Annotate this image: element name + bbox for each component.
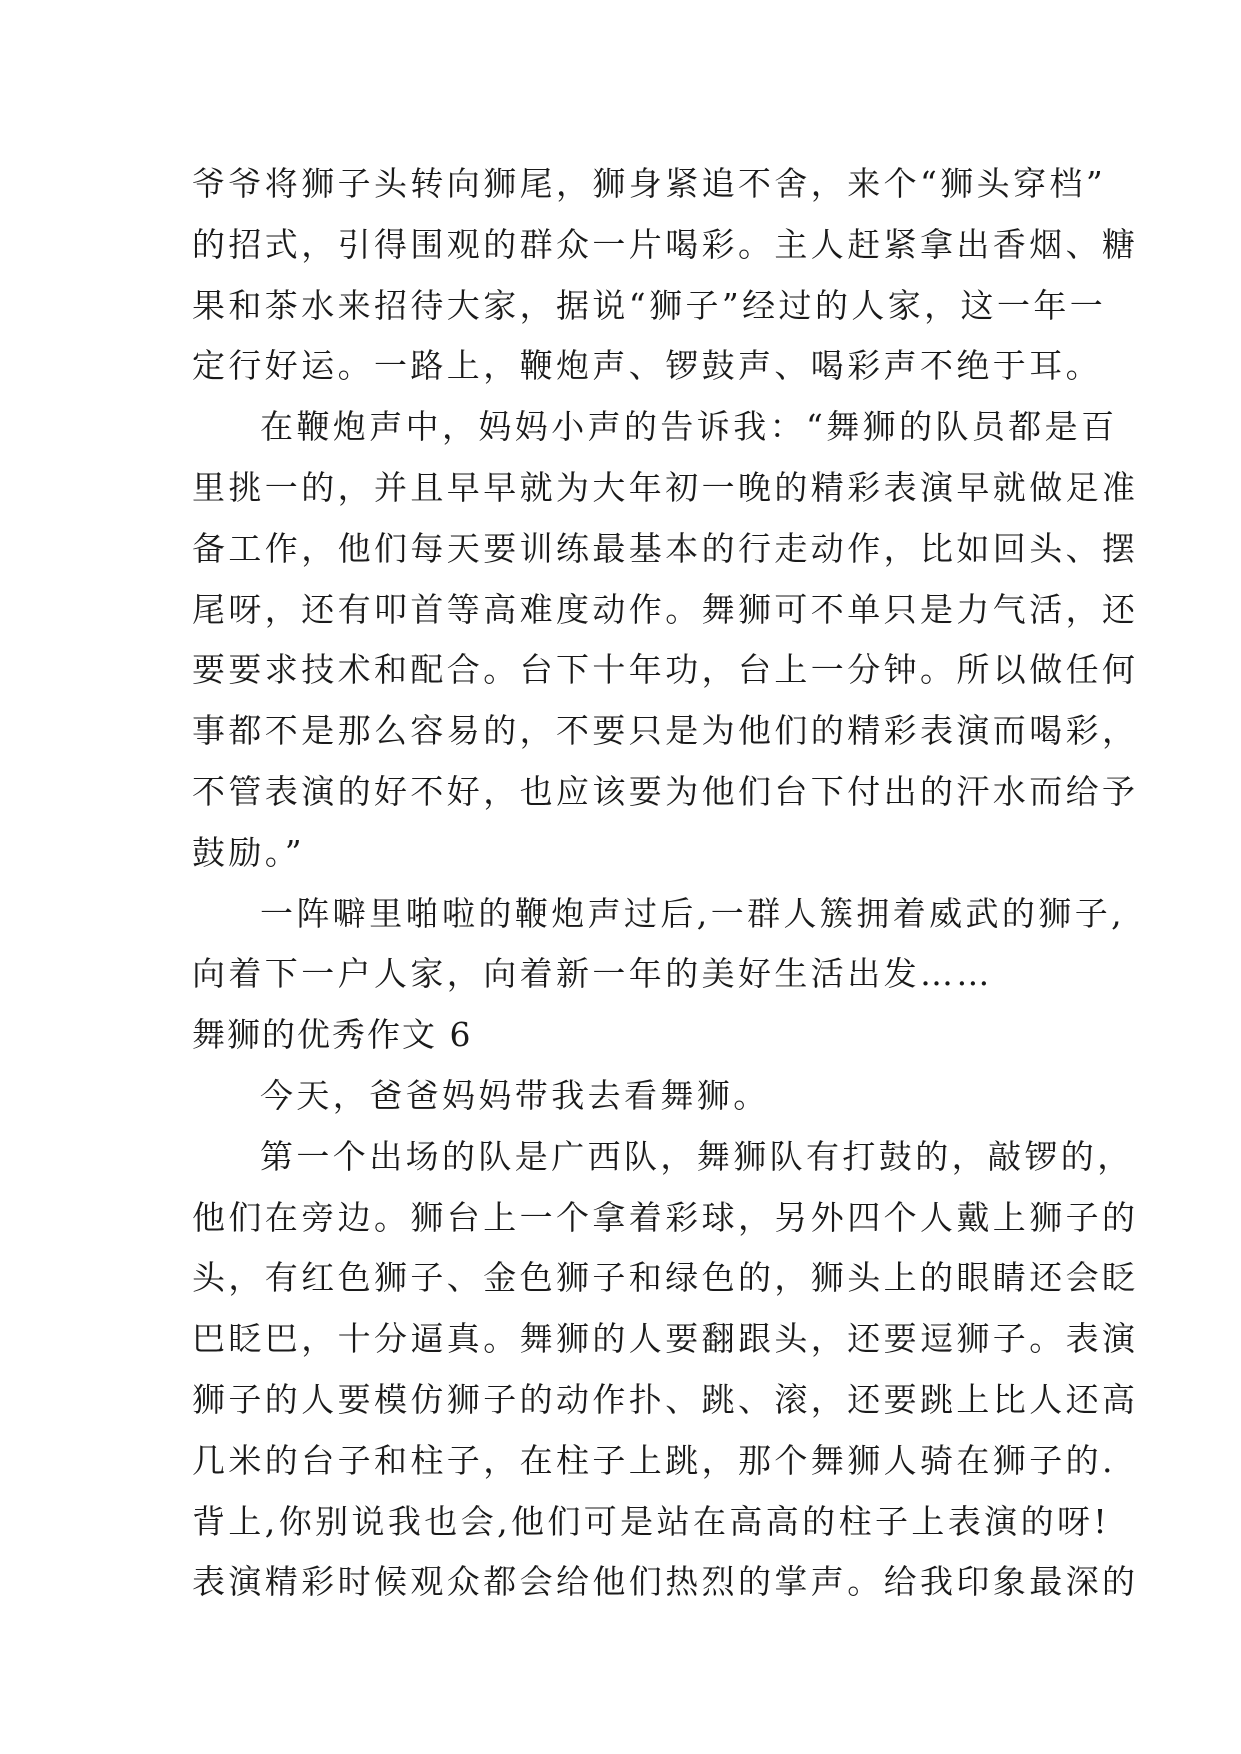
text-line: 一阵噼里啪啦的鞭炮声过后,一群人簇拥着威武的狮子,: [260, 893, 1125, 933]
text-line: 的招式，引得围观的群众一片喝彩。主人赶紧拿出香烟、糖: [192, 224, 1139, 264]
text-line: 背上,你别说我也会,他们可是站在高高的柱子上表演的呀!: [192, 1501, 1111, 1541]
paragraph-1: [192, 154, 1139, 397]
text-line: 事都不是那么容易的，不要只是为他们的精彩表演而喝彩，: [192, 711, 1139, 751]
text-line: 几米的台子和柱子，在柱子上跳，那个舞狮人骑在狮子的.: [192, 1440, 1116, 1480]
text-line: 狮子的人要模仿狮子的动作扑、跳、滚，还要跳上比人还高: [192, 1379, 1139, 1419]
text-line: 果和茶水来招待大家，据说“狮子”经过的人家，这一年一: [192, 285, 1107, 325]
document-body: [192, 154, 1139, 1613]
paragraph-3: [192, 884, 1125, 1006]
text-line: 要要求技术和配合。台下十年功，台上一分钟。所以做任何: [192, 650, 1139, 690]
text-line: 第一个出场的队是广西队，舞狮队有打鼓的，敲锣的，: [260, 1136, 1134, 1176]
text-line: 尾呀，还有叩首等高难度动作。舞狮可不单只是力气活，还: [192, 589, 1139, 629]
text-line: 他们在旁边。狮台上一个拿着彩球，另外四个人戴上狮子的: [192, 1197, 1139, 1237]
text-line: 爷爷将狮子头转向狮尾，狮身紧追不舍，来个“狮头穿档”: [192, 164, 1107, 203]
section-heading: 舞狮的优秀作文 6: [192, 1015, 473, 1055]
text-line: 表演精彩时候观众都会给他们热烈的掌声。给我印象最深的: [192, 1562, 1139, 1602]
paragraph-5: [192, 1127, 1139, 1613]
paragraph-2: [192, 397, 1139, 883]
text-line: 鼓励。”: [192, 832, 305, 872]
text-line: 备工作，他们每天要训练最基本的行走动作，比如回头、摆: [192, 528, 1139, 568]
text-line: 不管表演的好不好，也应该要为他们台下付出的汗水而给予: [192, 771, 1139, 811]
text-line: 头，有红色狮子、金色狮子和绿色的，狮头上的眼睛还会眨: [192, 1258, 1139, 1298]
paragraph-4: [192, 1066, 1062, 1127]
text-line: 今天，爸爸妈妈带我去看舞狮。: [260, 1075, 770, 1115]
text-line: 定行好运。一路上，鞭炮声、锣鼓声、喝彩声不绝于耳。: [192, 346, 1102, 386]
text-line: 巴眨巴，十分逼真。舞狮的人要翻跟头，还要逗狮子。表演: [192, 1319, 1139, 1359]
text-line: 里挑一的，并且早早就为大年初一晚的精彩表演早就做足准: [192, 467, 1139, 507]
text-line: 向着下一户人家，向着新一年的美好生活出发……: [192, 954, 993, 994]
text-line: 在鞭炮声中，妈妈小声的告诉我：“舞狮的队员都是百: [260, 407, 1118, 447]
